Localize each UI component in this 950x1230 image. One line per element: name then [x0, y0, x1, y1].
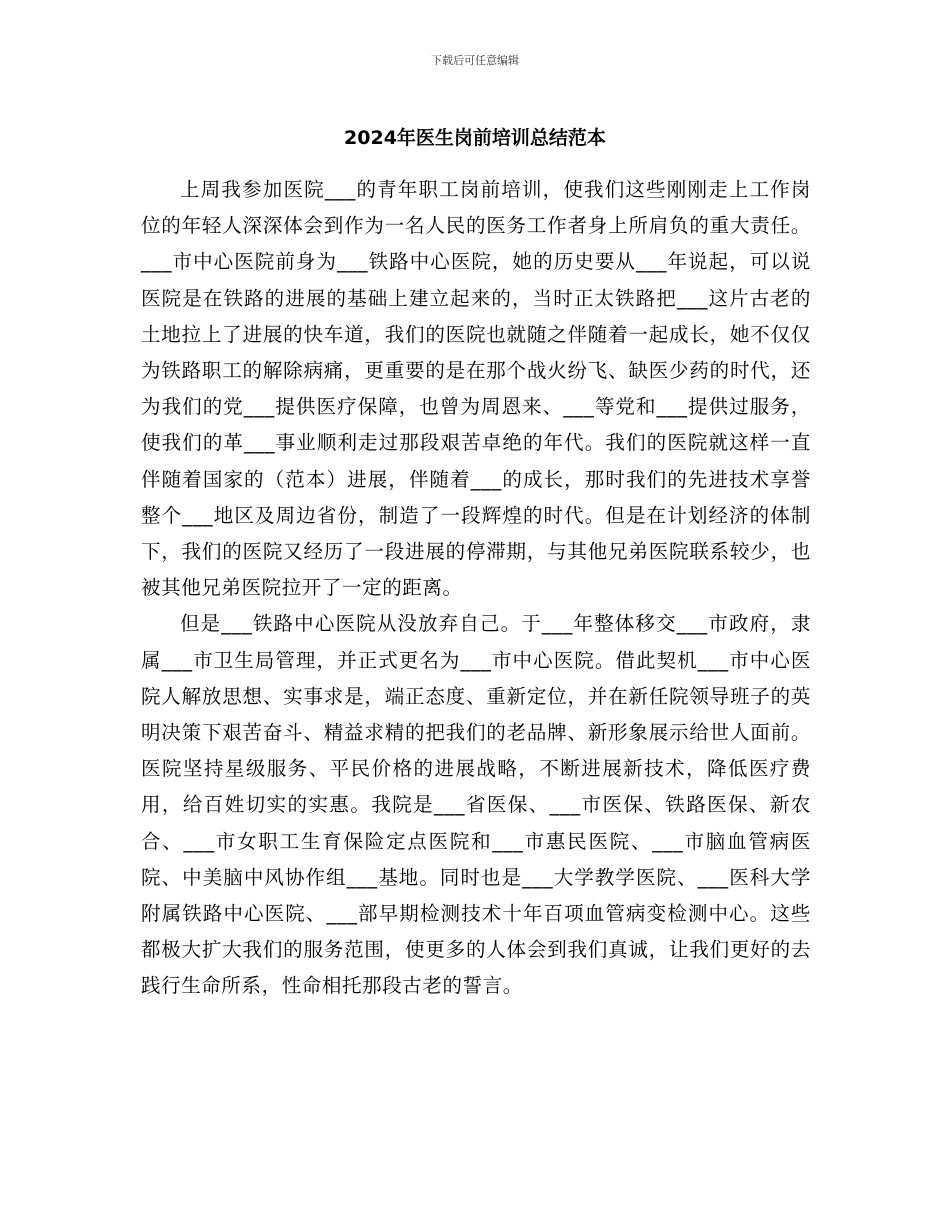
document-title: 2024年医生岗前培训总结范本	[344, 127, 606, 149]
document-body	[141, 172, 811, 1005]
page-header-note: 下载后可任意编辑	[431, 54, 519, 67]
paragraph-1: 上周我参加医院___的青年职工岗前培训，使我们这些刚刚走上工作岗位的年轻人深深体会到作为一名人民的医务工作者身上所肩负的重大责任。___市中心医院前身为___铁路中心医院，她的历史要从___年说起，可以说医院是在铁路的进展的基础上建立起来的，当时正太铁路把___这片古老的土地拉上了进展的快车道，我们的医院也就随之伴随着一起成长，她不仅仅为铁路职工的解除病痛，更重要的是在那个战火纷飞、缺医少药的时代，还为我们的党___提供医疗保障，也曾为周恩来、___等党和___提供过服务，使我们的革___事业顺利走过那段艰苦卓绝的年代。我们的医院就这样一直伴随着国家的（范本）进展，伴随着___的成长，那时我们的先进技术享誉整个___地区及周边省份，制造了一段辉煌的时代。但是在计划经济的体制下，我们的医院又经历了一段进展的停滞期，与其他兄弟医院联系较少，也被其他兄弟医院拉开了一定的距离。	[141, 178, 811, 600]
paragraph-2: 但是___铁路中心医院从没放弃自己。于___年整体移交___市政府，隶属___市卫生局管理，并正式更名为___市中心医院。借此契机___市中心医院人解放思想、实事求是，端正态度、重新定位，并在新任院领导班子的英明决策下艰苦奋斗、精益求精的把我们的老品牌、新形象展示给世人面前。医院坚持星级服务、平民价格的进展战略，不断进展新技术，降低医疗费用，给百姓切实的实惠。我院是___省医保、___市医保、铁路医保、新农合、___市女职工生育保险定点医院和___市惠民医院、___市脑血管病医院、中美脑中风协作组___基地。同时也是___大学教学医院、___医科大学附属铁路中心医院、___部早期检测技术十年百项血管病变检测中心。这些都极大扩大我们的服务范围，使更多的人体会到我们真诚，让我们更好的去践行生命所系，性命相托那段古老的誓言。	[141, 612, 811, 998]
